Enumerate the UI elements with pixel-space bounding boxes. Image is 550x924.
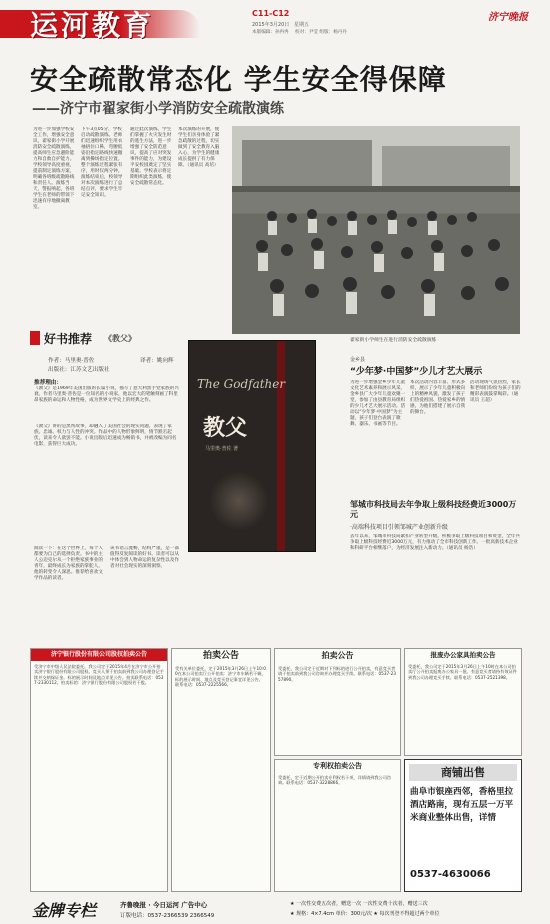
ad5-text: 受委托，定于近期公开拍卖专利权若干项，详情请到我公司咨询。联系电话：0537-3228866。 bbox=[278, 775, 392, 786]
dream-title: “少年梦·中国梦”少儿才艺大展示 bbox=[350, 367, 483, 377]
tech-subtitle: ·高端科技项目引领邹城产业创新升级 bbox=[350, 524, 448, 531]
masthead bbox=[0, 0, 550, 42]
ad3-box bbox=[274, 648, 401, 756]
ad1-title: 济宁银行股份有限公司股权拍卖公告 bbox=[31, 649, 167, 661]
book-title-mark: 《教父》 bbox=[104, 334, 136, 343]
ad2-box bbox=[171, 648, 271, 892]
ad4-box bbox=[404, 648, 522, 756]
ad3-title: 拍卖公告 bbox=[321, 651, 354, 660]
book-body1: 《教父》是1969年美国出版的长篇小说，描写了意大利黑手党家族的兴衰。作者马里奥·普佐是一位知名的小说家，他以宏大的笔触刻画了科里昂家族的命运和人物性格，成为世界文学史上的经典之作。 bbox=[34, 386, 179, 403]
book-publisher: 出版社：江苏文艺出版社 bbox=[48, 367, 110, 373]
book-cover-top: The Godfather bbox=[197, 377, 286, 391]
ad1-text: 受济宁市中级人民法院委托，我公司定于2015年4月在济宁市公开拍卖济宁银行股份有限公司股权。竞买人须于拍卖前到我公司办理登记手续并交纳保证金。标的展示时间及地点详见公告。拍卖联系电话：0537-2330112。拍卖标的：济宁银行股份有限公司股权若干股。 bbox=[34, 664, 164, 686]
book-cover-ribbon bbox=[277, 341, 285, 552]
footer-logo: 金牌专栏 bbox=[32, 901, 97, 920]
dream-label: 金乡县 bbox=[350, 357, 366, 363]
page-number: C11-C12 bbox=[252, 9, 290, 18]
ad3-text: 受委托，我公司定于近期对下列标的进行公开拍卖，有意竞买者请于拍卖前到我公司咨询并办理竞买手续。联系电话：0537-2357890。 bbox=[278, 666, 396, 682]
book-header-tab bbox=[30, 331, 40, 345]
ad6-body: 曲阜市银座西邻，香格里拉酒店路南，现有五层一万平米商业整体出售，详情 bbox=[410, 787, 514, 823]
ad6-phone: 0537-4630066 bbox=[410, 869, 491, 880]
dream-body1: 为进一步增强金乡少年儿童文化艺术素养和展示风采，金乡县广大少年儿童欢聚一堂，参加了由县教育局组织的少儿才艺大展示活动。活动以“少年梦·中国梦”为主题，孩子们登台表演了歌舞、器乐、书画等节目。 bbox=[350, 380, 406, 427]
headline-sub: ——济宁市翟家街小学消防安全疏散演练 bbox=[32, 101, 284, 117]
tech-body: 去年以来，邹城市科技局紧扣产业转型升级，积极争取上级科技项目和资金，全年共争取上级科技经费近3000万元，有力推动了全市科技创新工作。一批高新技术企业和科研平台相继落户，为经济发展注入新动力。（通讯员 杨浩） bbox=[350, 534, 520, 551]
article1-col2: 下午3点05分，学校启动疏散演练。老师们迅速组织学生用衣袖捂住口鼻，弯腰低姿沿指定路线快速撤离到操场指定位置。整个演练过程紧张有序，用时仅两分钟。演练结束后，校领导对本次演练进行了总结点评，要求学生牢记安全知识。 bbox=[81, 127, 123, 198]
article1-col4: 本次演练的开展，使学生们亲身体验了紧急疏散的过程，切实做到了安全教育入脑入心，为学生的健康成长提供了有力保障。（通讯员 高培） bbox=[178, 127, 220, 168]
ad5-box bbox=[274, 759, 401, 892]
dream-body2: 本次活动内容丰富、形式多样，展示了少年儿童积极向上的精神风貌，激发了孩子们热爱祖国、热爱家乡的情感，为他们搭建了展示自我的舞台。 bbox=[410, 380, 466, 415]
drill-photo-scene bbox=[232, 126, 520, 334]
ad1-box bbox=[30, 648, 168, 892]
masthead-weekday: 星期五 bbox=[294, 22, 310, 28]
article1-col3: 通过此次演练，学生们掌握了火灾发生时的逃生方法，进一步增强了安全防范意识，提高了应对突发事件的能力，为建设平安校园奠定了坚实基础。学校表示将定期组织此类演练，使安全疏散常态化。 bbox=[130, 127, 172, 186]
ad4-title: 报废办公家具拍卖公告 bbox=[430, 651, 496, 659]
book-cover bbox=[188, 340, 316, 552]
ad5-title: 专利权拍卖公告 bbox=[313, 762, 362, 770]
masthead-editor: 本版编辑：孙冉冉 bbox=[252, 30, 289, 35]
book-author: 作者：马里奥·普佐 bbox=[48, 358, 95, 364]
ad2-title: 拍卖公告 bbox=[202, 651, 239, 661]
book-header: 好书推荐 bbox=[44, 332, 93, 346]
footer-note2: ★ 规格：4×7.4cm 单价：300元/次 ★ 每次刊登不得超过两个单位 bbox=[290, 911, 440, 917]
photo-caption: 翟家街小学师生在进行消防安全疏散演练 bbox=[350, 338, 437, 343]
footer bbox=[0, 896, 550, 924]
ad6-box bbox=[404, 759, 522, 892]
book-cover-title: 教父 bbox=[203, 416, 248, 441]
footer-slogan: 齐鲁晚报 · 今日运河 广告中心 bbox=[120, 901, 208, 909]
masthead-title: 运河教育 bbox=[30, 9, 155, 42]
dream-body3: 活动现场气氛热烈，家长和老师们纷纷为孩子们的精彩表演鼓掌喝彩。（通讯员 王超） bbox=[470, 380, 521, 403]
brand-logo: 济宁晚报 bbox=[488, 12, 528, 23]
ad6-title: 商铺出售 bbox=[409, 764, 517, 781]
ad4-text: 受委托，我公司定于2015年3月26日上午10时在本公司拍卖厅公开拍卖报废办公家具一批。有意竞买者请持有效证件到我公司办理竞买手续。联系电话：0537-2521398。 bbox=[408, 664, 517, 680]
book-body2: 《教父》讲的是黑帮故事，却融入了美国社会的现实问题，表现了家族、忠诚、权力与人性的冲突。作品中的人物形象鲜明，情节跌宕起伏，读来令人欲罢不能。小说出版后迅速成为畅销书，并被改编为同名电影，获得巨大成功。 bbox=[34, 424, 177, 447]
book-translator: 译者：姚向辉 bbox=[140, 358, 174, 364]
article1-col1: 为进一步加强学校安全工作，增强安全意识，翟家街小学开展消防安全疏散演练，提高师生应急避险能力和自救自护能力。学校领导高度重视，提前制定演练方案，明确各班级疏散路线和责任人。演练当天，警报响起，各班学生在老师的带领下迅速有序地撤离教室。 bbox=[33, 127, 75, 210]
masthead-date: 2015年3月20日 bbox=[252, 22, 290, 28]
tech-title: 邹城市科技局去年争取上级科技经费近3000万元 bbox=[350, 500, 517, 519]
masthead-proof: 校对：尹莹 组版：杨丹丹 bbox=[295, 30, 347, 35]
book-body4: 该书语言流畅，结构严谨，是一部值得反复阅读的好书。读者可以从中体会到人物命运的复杂性以及作者对社会现实的深刻洞察。 bbox=[110, 546, 179, 569]
book-reason-label: 推荐理由： bbox=[34, 380, 62, 386]
book-cover-author: 马里奥·普佐 著 bbox=[205, 446, 239, 452]
footer-phone: 订版电话：0537-2366539 2366549 bbox=[120, 913, 215, 919]
book-body3: 阅读一下：在这个世界上，每个人都要为自己的选择负责。书中的主人公迈克尔从一个拒绝家族事业的青年，最终成长为家族的掌舵人，他的转变令人深思。推荐给喜欢文学作品的读者。 bbox=[34, 546, 103, 581]
book-cover-art bbox=[209, 471, 269, 531]
headline-main: 安全疏散常态化 学生安全得保障 bbox=[30, 63, 447, 96]
ad2-text: 受有关单位委托，定于2015年3月26日上午10:00在本公司拍卖厅公开拍卖：济宁市车辆若干辆，标的展示时间、地点及竞买登记事宜详见公告。联系电话：0537-2225566。 bbox=[175, 666, 266, 688]
footer-note1: ★ 一次性交费五次者，赠送一次 一次性交费十次者，赠送三次 bbox=[290, 901, 428, 907]
drill-photo bbox=[232, 126, 520, 334]
